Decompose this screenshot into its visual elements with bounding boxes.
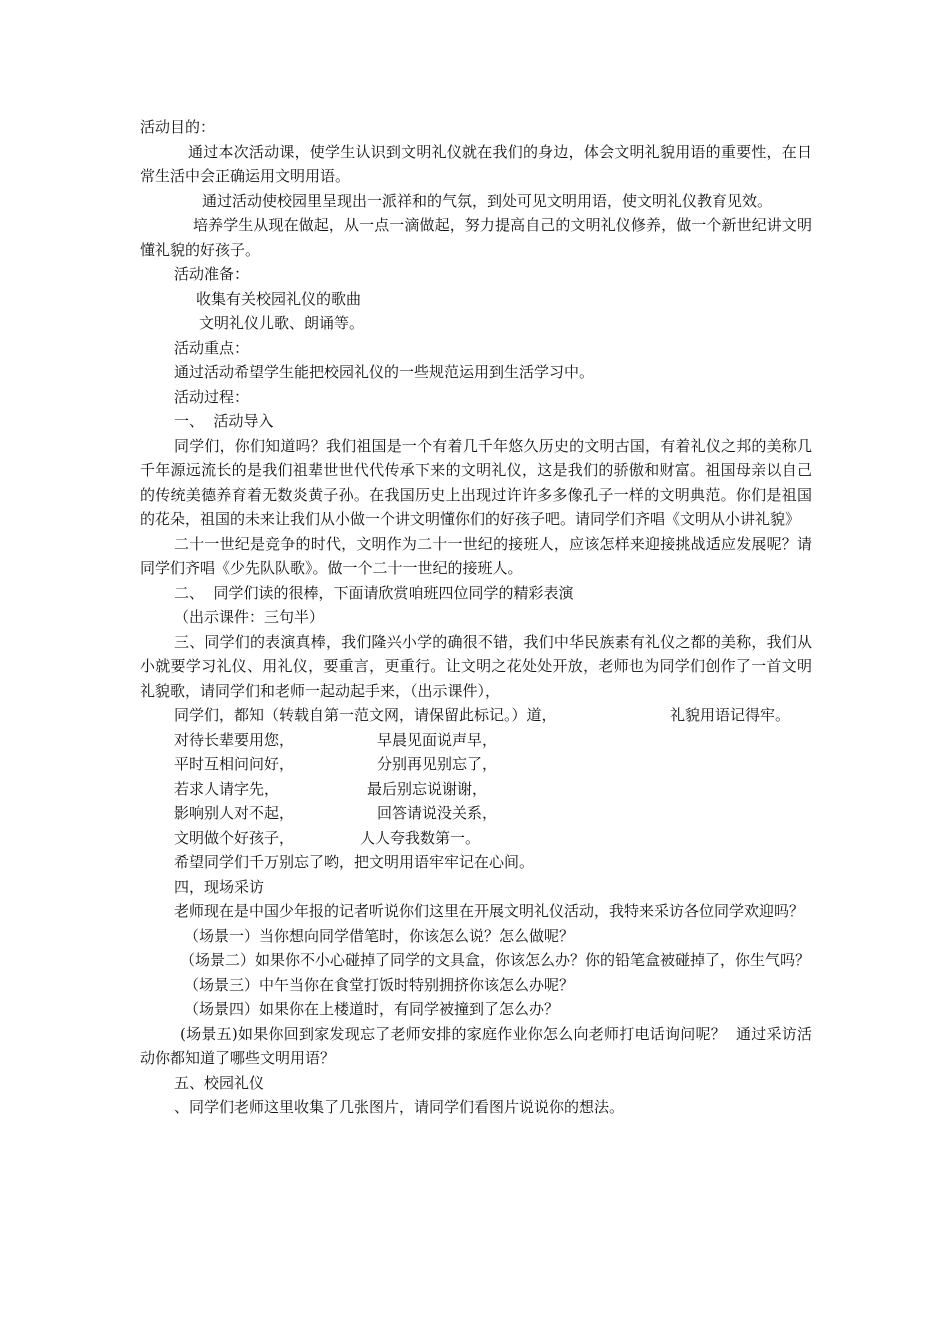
purpose-paragraph-3: 培养学生从现在做起，从一点一滴做起，努力提高自己的文明礼仪修养，做一个新世纪讲文明懂礼貌的好孩子。 <box>140 216 812 259</box>
purpose-paragraph-2: 通过活动使校园里呈现出一派祥和的气氛，到处可见文明用语，使文明礼仪教育见效。 <box>202 191 773 210</box>
poem-line-6-b: 人人夸我数第一。 <box>360 828 481 847</box>
section-1-paragraph-2: 二十一世纪是竞争的时代，文明作为二十一世纪的接班人，应该怎样来迎接挑战适应发展呢？请同学们齐唱《少先队队歌》。做一个二十一世纪的接班人。 <box>140 534 812 577</box>
poem-line-6 <box>140 826 812 851</box>
purpose-paragraph-1: 通过本次活动课，使学生认识到文明礼仪就在我们的身边，体会文明礼貌用语的重要性，在日常生活中会正确运用文明用语。 <box>140 142 812 185</box>
poem-line-1 <box>140 703 812 728</box>
prep-heading: 活动准备： <box>174 265 250 283</box>
focus-heading: 活动重点： <box>174 338 250 357</box>
poem-line-3 <box>140 752 812 777</box>
section-5-heading: 五、校园礼仪 <box>174 1073 265 1092</box>
poem-line-1-b: 礼貌用语记得牢。 <box>670 706 791 724</box>
poem-line-3-a: 平时互相问问好， <box>174 755 295 773</box>
poem-line-2-b: 早晨见面说声早， <box>377 730 498 749</box>
poem-line-6-a: 文明做个好孩子， <box>174 828 295 847</box>
process-heading: 活动过程： <box>174 387 250 406</box>
section-2-heading: 二、 同学们读的很棒，下面请欣赏咱班四位同学的精彩表演 <box>174 583 574 602</box>
purpose-heading: 活动目的： <box>140 118 216 136</box>
poem-line-5 <box>140 801 812 826</box>
scene-1: （场景一）当你想向同学借笔时，你该怎么说？怎么做呢？ <box>184 926 575 945</box>
poem-line-3-b: 分别再见别忘了， <box>377 755 498 773</box>
section-2-note: （出示课件：三句半） <box>174 608 325 626</box>
section-4-heading: 四，现场采访 <box>174 877 265 896</box>
section-3-paragraph: 三、同学们的表演真棒，我们隆兴小学的确很不错，我们中华民族素有礼仪之都的美称，我们从小就要学习礼仪、用礼仪，要重言，更重行。让文明之花处处开放，老师也为同学们创作了一首文明礼貌歌，请同学们和老师一起动起手来，（出示课件）， <box>140 632 812 700</box>
poem-line-2 <box>140 728 812 753</box>
section-4-paragraph: 老师现在是中国少年报的记者听说你们这里在开展文明礼仪活动，我特来采访各位同学欢迎吗？ <box>174 902 805 920</box>
section-1-paragraph-1: 同学们，你们知道吗？我们祖国是一个有着几千年悠久历史的文明古国，有着礼仪之邦的美称几千年源远流长的是我们祖辈世世代代传承下来的文明礼仪，这是我们的骄傲和财富。祖国母亲以自己的传统美德养育着无数炎黄子孙。在我国历史上出现过许许多多像孔子一样的文明典范。你们是祖国的花朵，祖国的未来让我们从小做一个讲文明懂你们的好孩子吧。请同学们齐唱《文明从小讲礼貌》 <box>140 436 812 528</box>
poem-line-5-b: 回答请说没关系， <box>377 804 498 822</box>
poem-line-4-a: 若求人请字先， <box>174 779 280 798</box>
scene-2: （场景二）如果你不小心碰掉了同学的文具盒，你该怎么办？你的铅笔盒被碰掉了，你生气吗？ <box>180 951 811 969</box>
document-body <box>140 115 812 1120</box>
poem-line-2-a: 对待长辈要用您， <box>174 730 295 749</box>
focus-text: 通过活动希望学生能把校园礼仪的一些规范运用到生活学习中。 <box>174 363 595 381</box>
prep-item-1: 收集有关校园礼仪的歌曲 <box>196 289 362 308</box>
poem-line-4-b: 最后别忘说谢谢， <box>367 779 488 798</box>
poem-line-5-a: 影响别人对不起， <box>174 804 295 822</box>
scene-4: （场景四）如果你在上楼道时，有同学被撞到了怎么办？ <box>184 1000 560 1018</box>
prep-item-2: 文明礼仪儿歌、朗诵等。 <box>199 314 365 332</box>
scene-5: (场景五)如果你回到家发现忘了老师安排的家庭作业你怎么向老师打电话询问呢？ 通过采访活动你都知道了哪些文明用语？ <box>140 1024 812 1067</box>
section-1-heading: 一、 活动导入 <box>174 412 274 430</box>
poem-line-4 <box>140 777 812 802</box>
poem-end: 希望同学们千万别忘了哟，把文明用语牢牢记在心间。 <box>174 853 535 871</box>
section-5-paragraph: 、同学们老师这里收集了几张图片，请同学们看图片说说你的想法。 <box>174 1098 625 1116</box>
poem-line-1-a: 同学们，都知（转载自第一范文网，请保留此标记。）道， <box>174 706 557 724</box>
scene-3: （场景三）中午当你在食堂打饭时特别拥挤你该怎么办呢？ <box>184 975 575 994</box>
